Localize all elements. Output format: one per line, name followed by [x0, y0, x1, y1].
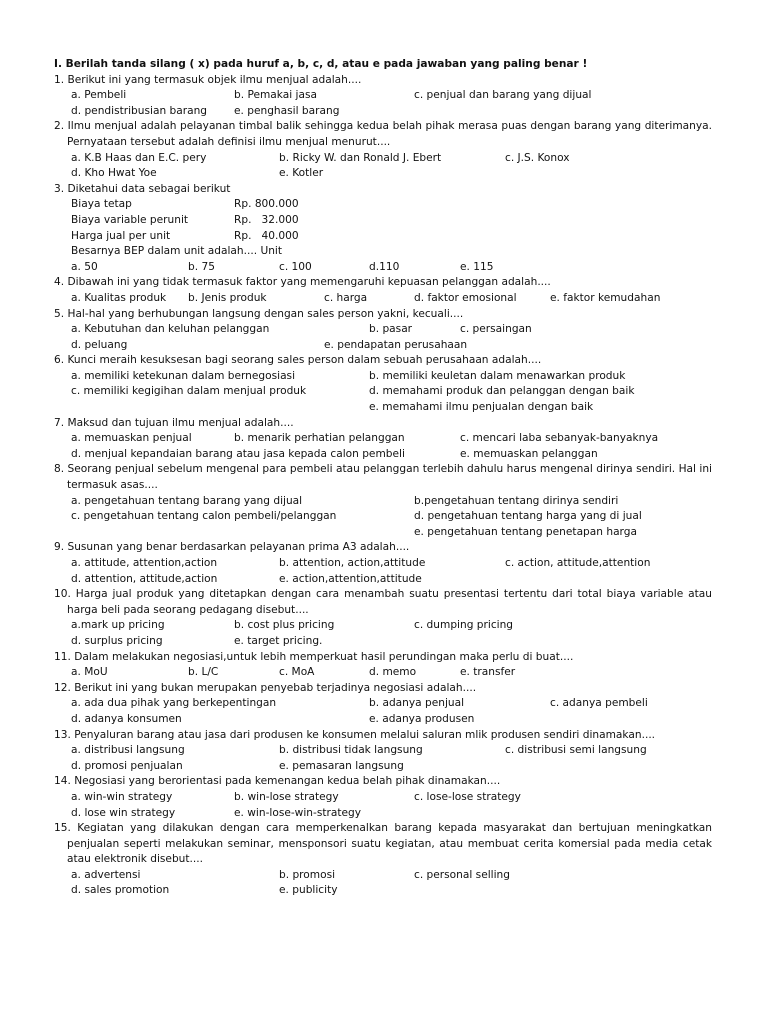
question-10	[54, 587, 712, 649]
options-row	[54, 384, 712, 400]
option-c[interactable]: c. pengetahuan tentang calon pembeli/pelanggan	[71, 510, 337, 523]
question-8	[54, 462, 712, 540]
option-d[interactable]: d. memo	[369, 666, 417, 679]
options-row	[54, 556, 712, 572]
option-a[interactable]: a. Pembeli	[71, 89, 127, 102]
option-b[interactable]: b. attention, action,attitude	[279, 557, 426, 569]
options-row	[54, 525, 712, 541]
option-a[interactable]: a. ada dua pihak yang berkepentingan	[71, 697, 277, 710]
options-row	[54, 494, 712, 510]
option-a[interactable]: a.mark up pricing	[71, 619, 165, 632]
options-row	[54, 759, 712, 775]
option-d[interactable]: d. lose win strategy	[71, 806, 176, 819]
options-row	[54, 634, 712, 650]
option-b[interactable]: b. memiliki keuletan dalam menawarkan produk	[369, 369, 626, 382]
question-4	[54, 275, 712, 306]
question-text: 8. Seorang penjual sebelum mengenal para pembeli atau pelanggan terlebih dahulu harus mengenal dirinya sendiri. Hal ini termasuk asas....	[54, 463, 712, 492]
question-2	[54, 119, 712, 181]
option-c[interactable]: c. action, attitude,attention	[505, 557, 651, 569]
question-text: 6. Kunci meraih kesuksesan bagi seorang sales person dalam sebuah perusahaan adalah....	[54, 354, 542, 367]
data-row	[54, 229, 712, 245]
options-row	[54, 104, 712, 120]
option-d[interactable]: d. memahami produk dan pelanggan dengan baik	[369, 385, 635, 398]
option-c[interactable]: c. MoA	[279, 666, 315, 679]
option-c[interactable]: c. distribusi semi langsung	[505, 744, 647, 757]
options-row	[54, 88, 712, 104]
options-row	[54, 166, 712, 182]
option-c[interactable]: c. persaingan	[460, 323, 532, 336]
options-row	[54, 431, 712, 447]
option-b[interactable]: b. Jenis produk	[188, 291, 267, 304]
option-a[interactable]: a. Kualitas produk	[71, 291, 167, 304]
options-row	[54, 806, 712, 822]
question-text: 4. Dibawah ini yang tidak termasuk faktor yang memengaruhi kepuasan pelanggan adalah....	[54, 276, 551, 289]
option-d[interactable]: d. peluang	[71, 338, 128, 351]
question-text: 7. Maksud dan tujuan ilmu menjual adalah....	[54, 416, 294, 429]
option-b[interactable]: b. menarik perhatian pelanggan	[234, 432, 405, 445]
option-e[interactable]: e. memuaskan pelanggan	[460, 447, 598, 460]
options-row	[54, 868, 712, 884]
option-e[interactable]: e. faktor kemudahan	[550, 291, 661, 304]
question-text: 11. Dalam melakukan negosiasi,untuk lebih memperkuat hasil perundingan maka perlu di buat....	[54, 650, 574, 663]
options-row	[54, 618, 712, 634]
option-d[interactable]: d. adanya konsumen	[71, 712, 182, 725]
option-e[interactable]: e. 115	[460, 260, 494, 273]
question-5	[54, 307, 712, 354]
options-row	[54, 322, 712, 338]
option-c[interactable]: c. mencari laba sebanyak-banyaknya	[460, 432, 659, 445]
option-d[interactable]: d. faktor emosional	[414, 291, 517, 304]
option-d[interactable]: d. promosi penjualan	[71, 759, 183, 772]
question-1	[54, 73, 712, 120]
question-14	[54, 774, 712, 821]
question-13	[54, 728, 712, 775]
option-a[interactable]: a. distribusi langsung	[71, 744, 185, 757]
data-label: Biaya variable perunit	[71, 213, 189, 226]
option-e[interactable]: e. pemasaran langsung	[279, 759, 404, 772]
option-e[interactable]: e. publicity	[279, 884, 338, 897]
data-label: Harga jual per unit	[71, 229, 171, 242]
option-e[interactable]: e. adanya produsen	[369, 712, 475, 725]
option-b[interactable]: b. 75	[188, 260, 215, 273]
question-text: 15. Kegiatan yang dilakukan dengan cara memperkenalkan barang kepada masyarakat dan bertujuan meningkatkan penjualan seperti melakukan seminar, mensponsori suatu kegiatan, atau membuat cerita komersial pada media cetak atau elektronik disebut....	[54, 822, 712, 866]
option-d[interactable]: d. pengetahuan tentang harga yang di jual	[414, 510, 642, 523]
option-a[interactable]: a. K.B Haas dan E.C. pery	[71, 151, 207, 164]
data-value: Rp. 40.000	[234, 229, 299, 242]
option-c[interactable]: c. memiliki kegigihan dalam menjual produk	[71, 385, 307, 398]
option-d[interactable]: d. attention, attitude,action	[71, 572, 218, 585]
options-row	[54, 696, 712, 712]
options-row	[54, 883, 712, 899]
option-a[interactable]: a. MoU	[71, 666, 108, 679]
option-c[interactable]: c. penjual dan barang yang dijual	[414, 89, 592, 102]
instruction-heading: I. Berilah tanda silang ( x) pada huruf a, b, c, d, atau e pada jawaban yang paling benar !	[54, 58, 588, 70]
option-a[interactable]: a. memiliki ketekunan dalam bernegosiasi	[71, 369, 296, 382]
options-row	[54, 665, 712, 681]
option-e[interactable]: e. penghasil barang	[234, 104, 340, 117]
data-label: Biaya tetap	[71, 198, 132, 211]
options-row	[54, 151, 712, 167]
options-row	[54, 572, 712, 588]
question-text: 5. Hal-hal yang berhubungan langsung dengan sales person yakni, kecuali....	[54, 307, 464, 320]
option-c[interactable]: c. adanya pembeli	[550, 697, 648, 710]
option-e[interactable]: e. action,attention,attitude	[279, 572, 422, 585]
option-b[interactable]: b. distribusi tidak langsung	[279, 744, 423, 757]
question-3	[54, 182, 712, 276]
option-a[interactable]: a. advertensi	[71, 868, 141, 881]
data-value: Rp. 32.000	[234, 213, 299, 226]
option-a[interactable]: a. Kebutuhan dan keluhan pelanggan	[71, 323, 270, 336]
option-e[interactable]: e. win-lose-win-strategy	[234, 806, 362, 819]
option-a[interactable]: a. pengetahuan tentang barang yang dijual	[71, 494, 303, 507]
option-c[interactable]: c. 100	[279, 260, 312, 273]
option-e[interactable]: e. Kotler	[279, 167, 324, 180]
options-row	[54, 369, 712, 385]
option-e[interactable]: e. pendapatan perusahaan	[324, 338, 468, 351]
question-6	[54, 353, 712, 415]
option-e[interactable]: e. memahami ilmu penjualan dengan baik	[369, 401, 594, 414]
exam-page	[54, 57, 712, 899]
options-row	[54, 400, 712, 416]
question-15	[54, 821, 712, 899]
option-d[interactable]: d. sales promotion	[71, 884, 170, 897]
data-value: Rp. 800.000	[234, 198, 299, 211]
question-7	[54, 416, 712, 463]
question-text: 3. Diketahui data sebagai berikut	[54, 182, 231, 195]
option-c[interactable]: c. J.S. Konox	[505, 151, 570, 164]
option-b[interactable]: b. cost plus pricing	[234, 619, 335, 632]
question-11	[54, 650, 712, 681]
option-b[interactable]: b. Ricky W. dan Ronald J. Ebert	[279, 151, 442, 164]
question-text: 9. Susunan yang benar berdasarkan pelayanan prima A3 adalah....	[54, 541, 410, 554]
option-a[interactable]: a. attitude, attention,action	[71, 557, 218, 569]
option-c[interactable]: c. lose-lose strategy	[414, 790, 521, 803]
option-d[interactable]: d. menjual kepandaian barang atau jasa kepada calon pembeli	[71, 447, 405, 460]
options-row	[54, 790, 712, 806]
question-text: 1. Berikut ini yang termasuk objek ilmu menjual adalah....	[54, 73, 362, 86]
options-row	[54, 743, 712, 759]
option-d[interactable]: d. surplus pricing	[71, 634, 163, 647]
question-subline: Besarnya BEP dalam unit adalah.... Unit	[71, 245, 283, 258]
option-b[interactable]: b. promosi	[279, 868, 336, 881]
options-row	[54, 509, 712, 525]
options-row	[54, 712, 712, 728]
question-text: 13. Penyaluran barang atau jasa dari produsen ke konsumen melalui saluran mlik produsen sendiri dinamakan....	[54, 728, 656, 741]
data-row	[54, 197, 712, 213]
option-c[interactable]: c. harga	[324, 291, 368, 304]
option-c[interactable]: c. dumping pricing	[414, 619, 514, 632]
option-d[interactable]: d.110	[369, 260, 400, 273]
question-text: 10. Harga jual produk yang ditetapkan dengan cara menambah suatu presentasi tertentu dari total biaya variable atau harga beli pada seorang pedagang disebut....	[54, 588, 712, 616]
option-b[interactable]: b. adanya penjual	[369, 697, 465, 710]
option-c[interactable]: c. personal selling	[414, 868, 510, 881]
option-e[interactable]: e. target pricing.	[234, 634, 323, 647]
option-e[interactable]: e. pengetahuan tentang penetapan harga	[414, 525, 637, 538]
question-text: 14. Negosiasi yang berorientasi pada kemenangan kedua belah pihak dinamakan....	[54, 775, 501, 788]
option-a[interactable]: a. 50	[71, 260, 98, 273]
options-row	[54, 260, 712, 276]
option-b[interactable]: b. pasar	[369, 323, 413, 336]
option-b[interactable]: b. win-lose strategy	[234, 790, 339, 803]
option-b[interactable]: b. Pemakai jasa	[234, 89, 317, 102]
options-row	[54, 338, 712, 354]
data-row	[54, 213, 712, 229]
option-a[interactable]: a. memuaskan penjual	[71, 432, 192, 445]
option-d[interactable]: d. Kho Hwat Yoe	[71, 167, 157, 180]
question-12	[54, 681, 712, 728]
question-text: 12. Berikut ini yang bukan merupakan penyebab terjadinya negosiasi adalah....	[54, 681, 477, 694]
options-row	[54, 447, 712, 463]
option-b[interactable]: b.pengetahuan tentang dirinya sendiri	[414, 494, 619, 507]
option-a[interactable]: a. win-win strategy	[71, 790, 173, 803]
question-text: 2. Ilmu menjual adalah pelayanan timbal balik sehingga kedua belah pihak merasa puas dengan barang yang diterimanya. Pernyataan tersebut adalah definisi ilmu menjual menurut....	[54, 120, 712, 148]
options-row	[54, 291, 712, 307]
option-e[interactable]: e. transfer	[460, 666, 516, 679]
question-9	[54, 540, 712, 587]
option-b[interactable]: b. L/C	[188, 666, 219, 679]
option-d[interactable]: d. pendistribusian barang	[71, 104, 208, 117]
